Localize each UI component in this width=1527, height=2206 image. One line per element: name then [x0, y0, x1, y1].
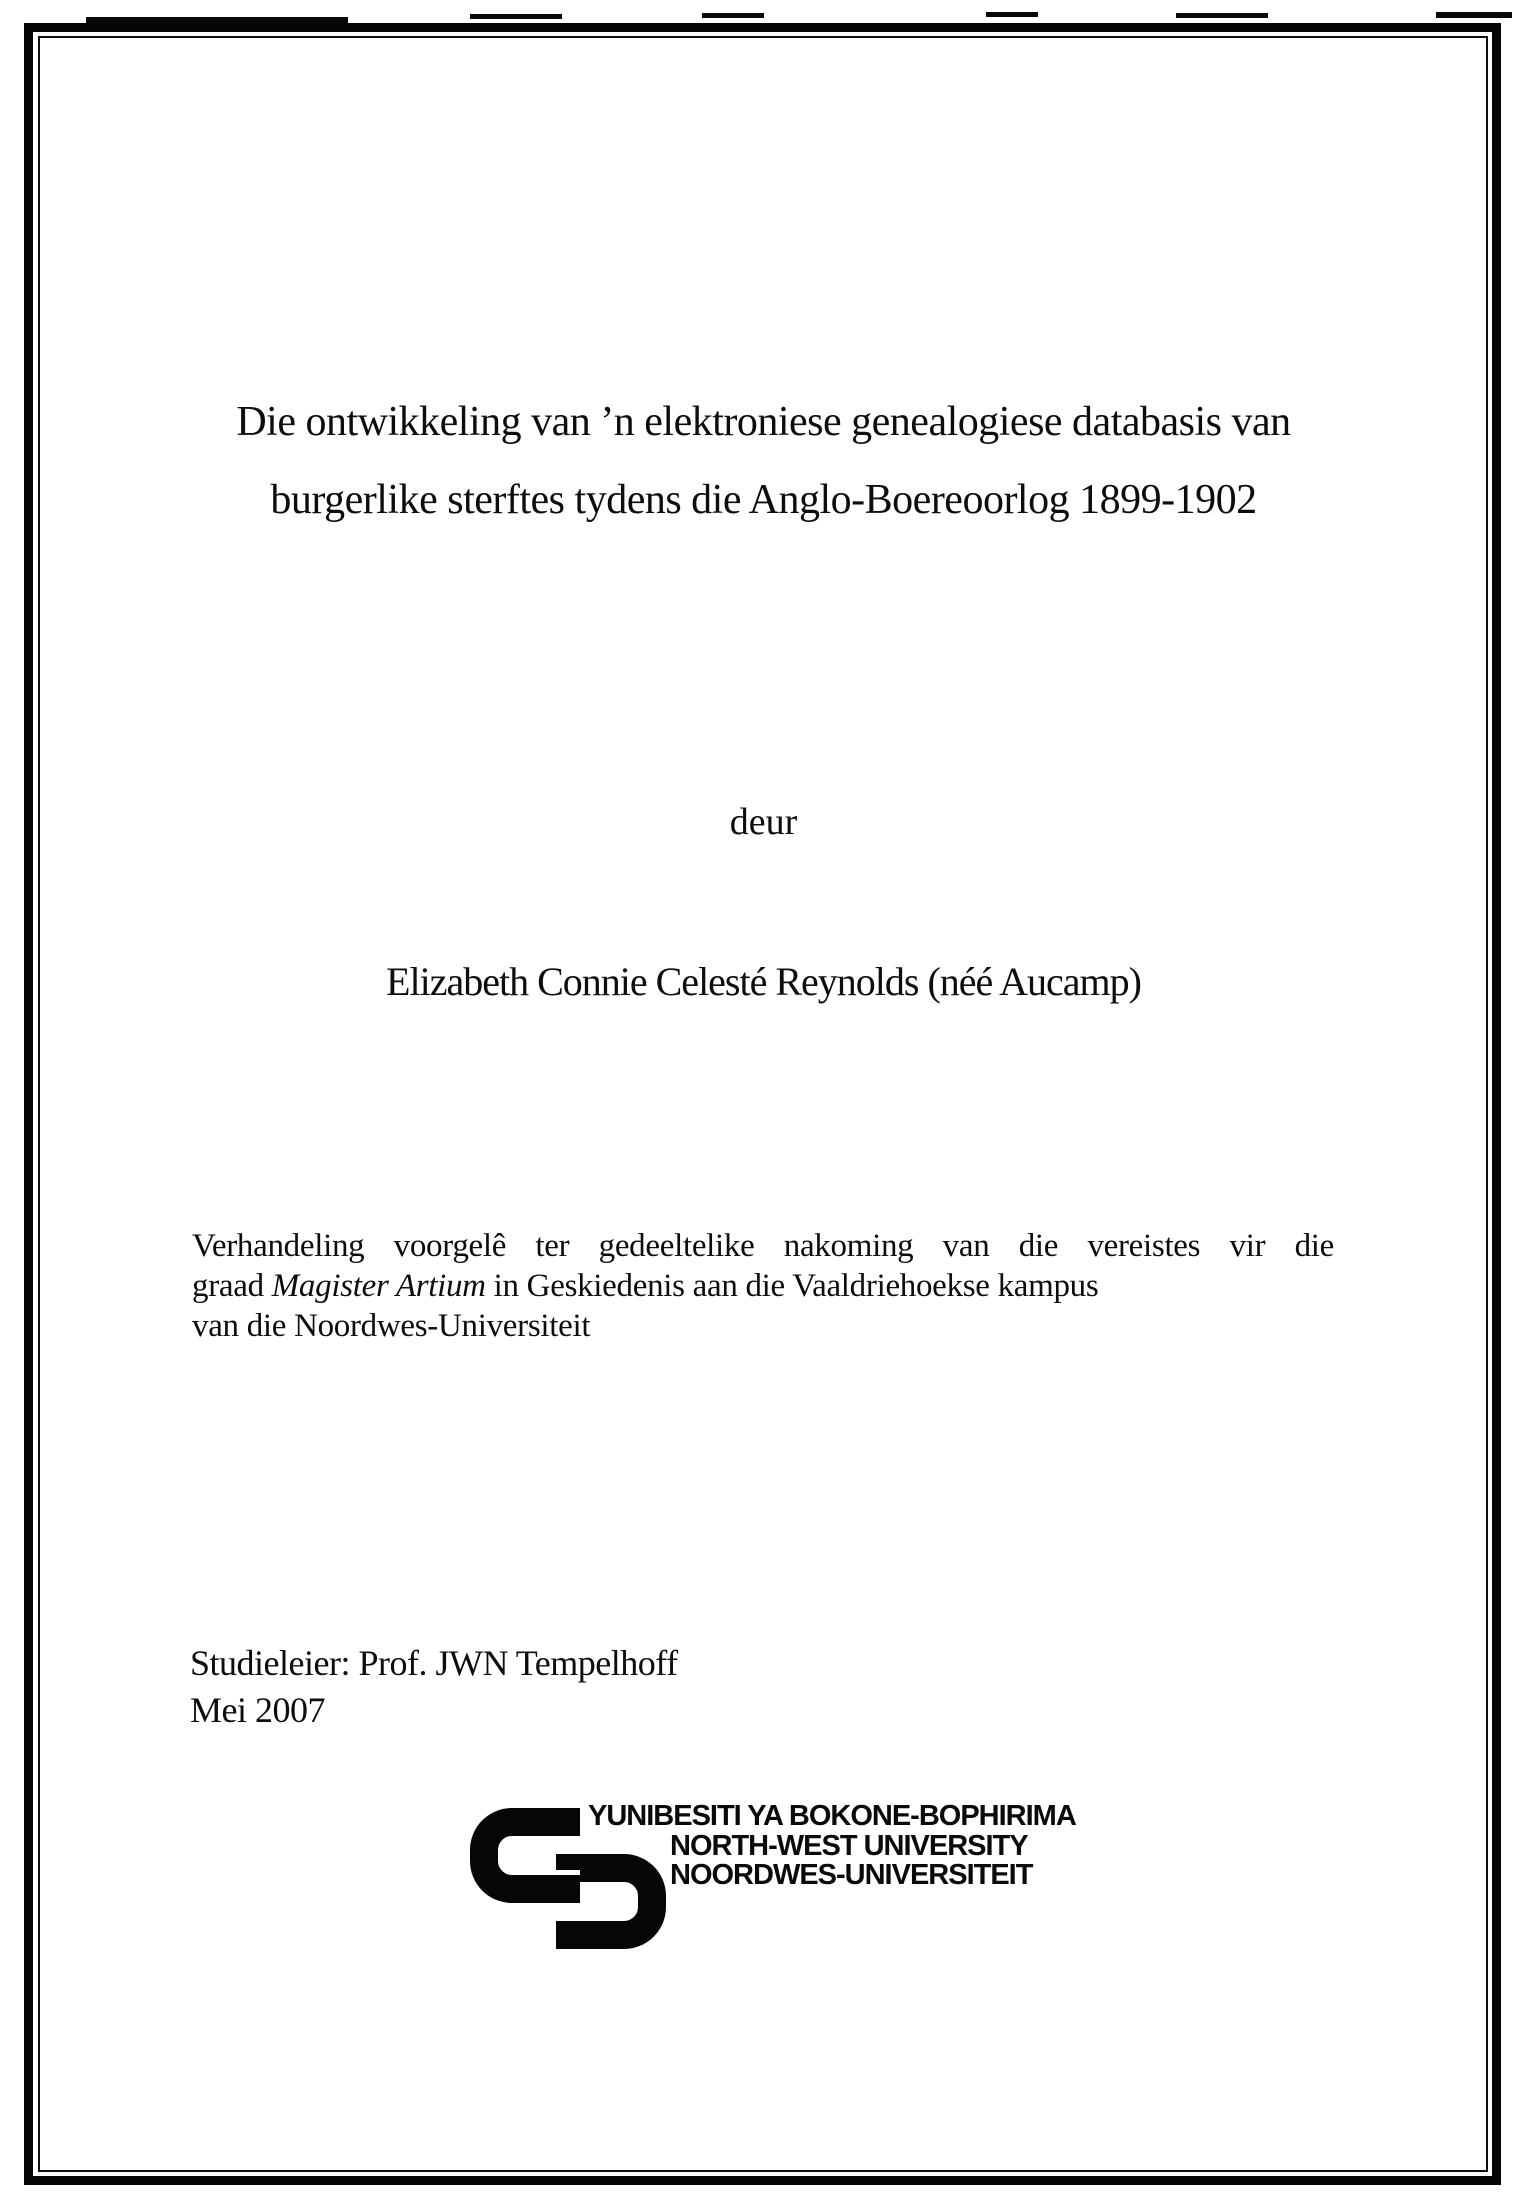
scan-artifact [470, 14, 562, 19]
thesis-title-line-1: Die ontwikkeling van ’n elektroniese genealogiese databasis van [236, 399, 1291, 445]
declaration-paragraph [192, 1226, 1334, 1346]
declaration-line-2 [192, 1266, 1334, 1306]
scan-artifact [1176, 13, 1268, 18]
supervisor-block [190, 1640, 678, 1734]
author-name: Elizabeth Connie Celesté Reynolds (néé Aucamp) [386, 959, 1141, 1004]
declaration-line-1: Verhandeling voorgelê ter gedeeltelike nakoming van die vereistes vir die [192, 1228, 1334, 1264]
scan-artifact [702, 13, 764, 18]
thesis-title-line-2: burgerlike sterftes tydens die Anglo-Boereoorlog 1899-1902 [270, 477, 1257, 523]
degree-name-italic: Magister Artium [271, 1268, 486, 1304]
date-line: Mei 2007 [190, 1690, 325, 1730]
logo-text-line-3: NOORDWES-UNIVERSITEIT [670, 1859, 1033, 1891]
supervisor-line: Studieleier: Prof. JWN Tempelhoff [190, 1643, 678, 1683]
declaration-line-3: van die Noordwes-Universiteit [192, 1308, 591, 1344]
logo-text-line-2: NORTH-WEST UNIVERSITY [670, 1830, 1028, 1862]
logo-text-line-1: YUNIBESITI YA BOKONE-BOPHIRIMA [588, 1800, 1076, 1832]
scan-artifact [986, 12, 1038, 17]
scan-artifact [1436, 12, 1512, 18]
declaration-line-2-pre: graad [192, 1268, 272, 1304]
byline-deur: deur [729, 801, 798, 843]
declaration-line-2-post: in Geskiedenis aan die Vaaldriehoekse kampus [485, 1268, 1099, 1304]
